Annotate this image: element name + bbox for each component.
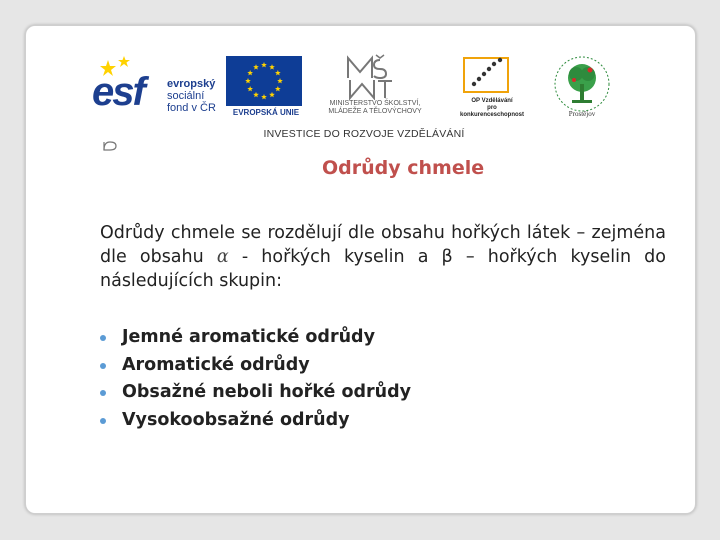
intro-text-1: Odrůdy chmele se rozdělují dle obsahu hořkých látek – zejména dle obsahu: [100, 223, 666, 267]
bullet-dot-icon: [100, 390, 106, 396]
op-line-2: pro konkurenceschopnost: [459, 105, 524, 118]
op-line-1: OP Vzdělávání: [471, 98, 513, 104]
esf-line-2: sociální: [167, 90, 205, 102]
list-item: [100, 324, 660, 352]
intro-text-2: - hořkých kyselin a β – hořkých kyselin do následujících skupin:: [100, 247, 666, 291]
eu-star: [269, 64, 275, 69]
esf-subtitle: [167, 78, 216, 114]
eu-star: [261, 94, 267, 99]
msmt-label: [310, 100, 440, 116]
eu-label: EVROPSKÁ UNIE: [232, 108, 300, 117]
bullet-dot-icon: [100, 363, 106, 369]
logo-bar: [26, 26, 695, 156]
placeholder-bullet-icon: [102, 140, 118, 156]
msmt-line-2: MLÁDEŽE A TĚLOVÝCHOVY: [328, 108, 422, 115]
school-label: Prostějov: [568, 110, 596, 118]
eu-star: [275, 70, 281, 75]
variety-group-list: [100, 324, 660, 434]
school-logo: [552, 54, 612, 122]
list-item: [100, 379, 660, 407]
list-item: [100, 407, 660, 435]
eu-star: [277, 78, 283, 83]
group-label: Vysokoobsažné odrůdy: [122, 409, 350, 430]
eu-stars-icon: [226, 56, 302, 106]
op-mark-icon: [456, 56, 526, 98]
bullet-dot-icon: [100, 335, 106, 341]
list-item: [100, 352, 660, 380]
eu-star: [253, 92, 259, 97]
intro-paragraph: [100, 221, 666, 293]
esf-logo: [92, 56, 225, 118]
tree-icon: [552, 54, 612, 114]
slide-title: Odrůdy chmele: [322, 157, 485, 179]
msmt-logo: [310, 54, 440, 116]
msmt-mark-icon: [310, 54, 440, 100]
esf-brand: esf: [92, 70, 144, 114]
bullet-dot-icon: [100, 418, 106, 424]
op-logo: [456, 56, 526, 118]
eu-star: [247, 70, 253, 75]
group-label: Obsažné neboli hořké odrůdy: [122, 382, 412, 402]
slide: [25, 25, 696, 514]
investice-tagline: INVESTICE DO ROZVOJE VZDĚLÁVÁNÍ: [263, 128, 465, 140]
eu-star: [245, 78, 251, 83]
flag-bullet-icon: [102, 140, 118, 152]
eu-star: [261, 62, 267, 67]
eu-star: [269, 92, 275, 97]
eu-star: [253, 64, 259, 69]
eu-flag-icon: [226, 56, 302, 106]
alpha-symbol: α: [216, 247, 229, 267]
msmt-line-1: MINISTERSTVO ŠKOLSTVÍ,: [329, 100, 421, 107]
op-label: [456, 98, 528, 119]
esf-line-3: fond v ČR: [167, 102, 216, 114]
eu-star: [247, 86, 253, 91]
eu-star: [275, 86, 281, 91]
group-label: Aromatické odrůdy: [122, 354, 310, 375]
esf-line-1: evropský: [167, 78, 216, 90]
group-label: Jemné aromatické odrůdy: [122, 327, 375, 347]
